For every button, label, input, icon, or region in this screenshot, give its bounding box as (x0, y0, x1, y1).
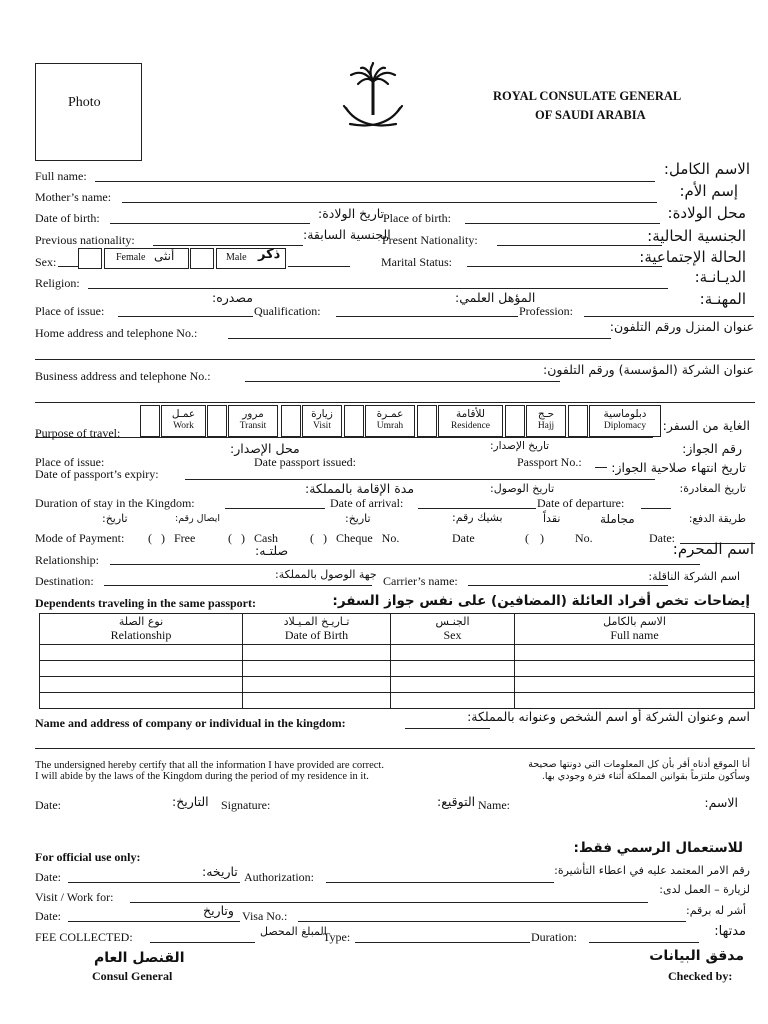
company-field[interactable] (405, 728, 490, 729)
place-of-issue-field[interactable] (118, 316, 253, 317)
purpose-hajj-option: حـج Hajj (526, 405, 566, 437)
saudi-emblem-icon (338, 62, 408, 140)
home-address-label: Home address and telephone No.: (35, 326, 198, 340)
consulate-title-line1: ROYAL CONSULATE GENERAL (493, 89, 682, 103)
dependents-header-row (40, 614, 755, 645)
fee-field[interactable] (150, 942, 255, 943)
table-cell[interactable] (391, 677, 515, 693)
dependents-table (39, 613, 755, 709)
passport-no-field[interactable] (595, 467, 607, 468)
passport-place-ar-label: محل الإصدار: (230, 441, 300, 456)
table-cell[interactable] (515, 661, 755, 677)
female-label: Female (116, 252, 146, 263)
col-sex: الجنـس Sex (391, 614, 515, 645)
sex-label: Sex: (35, 255, 57, 269)
certification-line1: The undersigned hereby certify that all the information I have provided are correct. (35, 760, 384, 771)
table-cell[interactable] (391, 645, 515, 661)
payment-cheque-option[interactable]: ( ) Cheque No. (310, 531, 400, 545)
payment-date-ar-label: تاريخ: (345, 512, 371, 525)
full-name-ar-label: الاسم الكامل: (663, 160, 750, 178)
passport-issued-label: Date passport issued: (254, 455, 356, 469)
marital-status-ar-label: الحالة الإجتماعية: (639, 248, 746, 266)
purpose-hajj-checkbox[interactable] (505, 405, 525, 437)
carrier-label: Carrier’s name: (383, 574, 458, 588)
business-address-line-2[interactable] (35, 402, 755, 403)
mothers-name-field[interactable] (122, 202, 657, 203)
present-nationality-label: Present Nationality: (382, 233, 478, 247)
departure-label: Date of departure: (537, 496, 625, 510)
purpose-transit-option: مرور Transit (228, 405, 278, 437)
cert-name-label: Name: (478, 798, 510, 812)
cert-date-ar-label: التاريخ: (172, 794, 209, 809)
purpose-diplomacy-option: دبلوماسية Diplomacy (589, 405, 661, 437)
marital-status-label: Marital Status: (381, 255, 452, 269)
table-cell[interactable] (40, 661, 243, 677)
table-cell[interactable] (40, 645, 243, 661)
destination-ar-label: جهة الوصول بالمملكة: (275, 568, 377, 581)
departure-field[interactable] (641, 508, 671, 509)
authorization-field[interactable] (326, 882, 554, 883)
col-relationship: نوع الصلة Relationship (40, 614, 243, 645)
religion-label: Religion: (35, 276, 80, 290)
place-of-issue-ar-label: مصدره: (212, 290, 253, 305)
dob-ar-label: تاريخ الولادة: (318, 206, 385, 221)
female-ar-label: أنثى (154, 249, 175, 263)
present-nationality-ar-label: الجنسية الحالية: (647, 227, 746, 245)
fee-label: FEE COLLECTED: (35, 930, 133, 944)
duration-field[interactable] (225, 508, 325, 509)
table-cell[interactable] (243, 677, 391, 693)
business-address-label: Business address and telephone No.: (35, 369, 211, 383)
relationship-ar-label: صلتـه: (255, 543, 289, 558)
pob-field[interactable] (465, 223, 660, 224)
male-ar-label: ذكر (258, 247, 281, 262)
sex-underline-2 (288, 266, 350, 267)
passport-expiry-ar-label: تاريخ انتهاء صلاحية الجواز: (611, 460, 746, 475)
duration-official-field[interactable] (589, 942, 699, 943)
religion-ar-label: الديـانـة: (694, 268, 746, 286)
profession-label: Profession: (519, 304, 573, 318)
profession-ar-label: المهنـة: (699, 290, 746, 308)
purpose-visit-option: زيارة Visit (302, 405, 342, 437)
table-row (40, 677, 755, 693)
cert-signature-ar-label: التوقيع: (437, 794, 476, 809)
male-label: Male (226, 252, 247, 263)
certification-line2: I will abide by the laws of the Kingdom during the period of my residence in it. (35, 771, 369, 782)
payment-date2-label: Date: (649, 531, 675, 545)
official-title: For official use only: (35, 850, 141, 864)
table-cell[interactable] (243, 661, 391, 677)
destination-field[interactable] (104, 585, 372, 586)
cert-date-label: Date: (35, 798, 61, 812)
purpose-transit-checkbox[interactable] (207, 405, 227, 437)
payment-no-label: No. (575, 531, 593, 545)
company-label: Name and address of company or individual in the kingdom: (35, 716, 346, 730)
authorization-label: Authorization: (244, 870, 314, 884)
relationship-label: Relationship: (35, 553, 99, 567)
table-cell[interactable] (391, 661, 515, 677)
official-date2-label: Date: (35, 909, 61, 923)
home-address-ar-label: عنوان المنزل ورقم التلفون: (609, 319, 754, 334)
official-date-field[interactable] (68, 882, 240, 883)
purpose-ar-label: الغاية من السفر: (662, 418, 750, 433)
official-date-label: Date: (35, 870, 61, 884)
purpose-residence-checkbox[interactable] (417, 405, 437, 437)
type-label: Type: (323, 930, 351, 944)
carrier-ar-label: اسم الشركة الناقلة: (648, 570, 740, 583)
official-date2-ar-label: وتاريخ (203, 903, 234, 918)
duration-ar-label: مدة الإقامة بالمملكة: (305, 481, 415, 496)
table-cell[interactable] (243, 645, 391, 661)
official-date2-field[interactable] (68, 921, 240, 922)
qualification-field[interactable] (336, 316, 518, 317)
payment-date1-ar-label: تاريخ: (102, 512, 128, 525)
qualification-ar-label: المؤهل العلمي: (455, 290, 536, 305)
male-checkbox[interactable] (190, 248, 214, 269)
payment-free-ar-label: مجاملة (600, 512, 635, 526)
fee-ar-label: المبلغ المحصل (260, 925, 327, 938)
passport-expiry-field[interactable] (185, 479, 655, 480)
table-row (40, 693, 755, 709)
arrival-ar-label: تاريخ الوصول: (490, 482, 555, 495)
table-cell[interactable] (515, 645, 755, 661)
pob-ar-label: محل الولادة: (667, 204, 746, 222)
purpose-label: Purpose of travel: (35, 426, 121, 440)
payment-date1-label: Date (452, 531, 475, 545)
payment-cash-option[interactable]: ( ) Cash (228, 531, 278, 545)
dob-label: Date of birth: (35, 211, 100, 225)
col-dob: تـاريـخ المـيـلاد Date of Birth (243, 614, 391, 645)
sex-underline (58, 266, 78, 267)
dependents-title-ar: إيضاحات تخص أفراد العائلة (المضافين) على نفس جواز السفر: (332, 593, 750, 609)
business-address-field[interactable] (245, 381, 560, 382)
duration-label: Duration of stay in the Kingdom: (35, 496, 195, 510)
mahram-ar-label: اسم المحرم: (672, 540, 754, 558)
profession-field[interactable] (584, 316, 754, 317)
col-full-name: الاسم بالكامل Full name (515, 614, 755, 645)
passport-place-label: Place of issue: (35, 455, 105, 469)
authorization-ar-label: رقم الامر المعتمد عليه في اعطاء التأشيرة: (554, 864, 750, 877)
table-cell[interactable] (40, 677, 243, 693)
table-cell[interactable] (243, 693, 391, 709)
purpose-residence-option: للأقامة Residence (438, 405, 503, 437)
destination-label: Destination: (35, 574, 94, 588)
consul-label: Consul General (92, 969, 173, 983)
purpose-work-checkbox[interactable] (140, 405, 160, 437)
checked-ar-label: مدقق البيانات (649, 948, 744, 964)
visit-work-label: Visit / Work for: (35, 890, 114, 904)
visa-no-label: Visa No.: (242, 909, 288, 923)
dob-field[interactable] (110, 223, 310, 224)
religion-field[interactable] (88, 288, 668, 289)
passport-no-ar-label: رقم الجواز: (682, 441, 742, 456)
home-address-field[interactable] (228, 338, 611, 339)
table-cell[interactable] (515, 693, 755, 709)
mothers-name-label: Mother’s name: (35, 190, 112, 204)
payment-ar-label: طريقة الدفع: (688, 513, 746, 525)
payment-cheque-ar-label: بشيك رقم: (452, 511, 503, 524)
arrival-label: Date of arrival: (330, 496, 404, 510)
table-row (40, 661, 755, 677)
passport-no-label: Passport No.: (517, 455, 582, 469)
checked-label: Checked by: (668, 969, 733, 983)
duration-official-ar-label: مدتها: (714, 924, 746, 939)
qualification-label: Qualification: (254, 304, 321, 318)
table-cell[interactable] (391, 693, 515, 709)
purpose-work-option: عمـل Work (161, 405, 206, 437)
prev-nationality-ar-label: الجنسية السابقة: (303, 227, 391, 242)
visa-no-field[interactable] (298, 921, 686, 922)
full-name-label: Full name: (35, 169, 87, 183)
photo-label: Photo (68, 95, 101, 110)
duration-official-label: Duration: (531, 930, 577, 944)
home-address-line-2[interactable] (35, 359, 755, 360)
photo-box (35, 63, 142, 161)
relationship-field[interactable] (110, 564, 700, 565)
cert-name-ar-label: الاسم: (704, 795, 738, 810)
arrival-field[interactable] (418, 508, 536, 509)
consulate-title-line2: OF SAUDI ARABIA (535, 108, 646, 122)
prev-nationality-field[interactable] (153, 245, 303, 246)
mothers-name-ar-label: إسم الأم: (679, 182, 738, 200)
payment-cash-ar-label: نقداً (543, 512, 561, 525)
female-checkbox[interactable] (78, 248, 102, 269)
marital-status-field[interactable] (467, 266, 662, 267)
prev-nationality-label: Previous nationality: (35, 233, 135, 247)
table-cell[interactable] (40, 693, 243, 709)
official-date-ar-label: تاريخه: (202, 864, 238, 879)
purpose-umrah-option: عمـرة Umrah (365, 405, 415, 437)
payment-free-option[interactable]: ( ) Free (148, 531, 196, 545)
certification-line2-ar: وسأكون ملتزماً بقوانين المملكة أثناء فترة وجودي بها. (541, 771, 750, 782)
purpose-visit-checkbox[interactable] (281, 405, 301, 437)
payment-no-ar-label: ايصال رقم: (175, 513, 220, 524)
certification-line1-ar: أنا الموقع أدناه أقر بأن كل المعلومات التي دونتها صحيحة (528, 759, 750, 770)
consul-ar-label: القنصل العام (94, 950, 185, 966)
table-cell[interactable] (515, 677, 755, 693)
visit-work-ar-label: لزيارة – العمل لدى: (659, 883, 750, 896)
table-row (40, 645, 755, 661)
dependents-title: Dependents traveling in the same passport: (35, 596, 256, 610)
passport-issued-ar-label: تاريخ الإصدار: (490, 440, 550, 452)
company-line-2[interactable] (35, 748, 755, 749)
visa-no-ar-label: أشر له برقم: (685, 904, 746, 917)
passport-expiry-label: Date of passport’s expiry: (35, 467, 159, 481)
payment-label: Mode of Payment: (35, 531, 125, 545)
carrier-field[interactable] (468, 585, 668, 586)
type-field[interactable] (355, 942, 530, 943)
business-address-ar-label: عنوان الشركة (المؤسسة) ورقم التلفون: (543, 362, 754, 377)
purpose-diplomacy-checkbox[interactable] (568, 405, 588, 437)
pob-label: Place of birth: (383, 211, 451, 225)
departure-ar-label: تاريخ المغادرة: (679, 482, 746, 495)
payment-receipt-option[interactable]: ( ) (525, 531, 544, 545)
present-nationality-field[interactable] (497, 245, 662, 246)
full-name-field[interactable] (95, 181, 655, 182)
purpose-underline (35, 437, 653, 438)
place-of-issue-label: Place of issue: (35, 304, 105, 318)
cert-signature-label: Signature: (221, 798, 271, 812)
company-ar-label: اسم وعنوان الشركة أو اسم الشخص وعنوانه بالمملكة: (467, 709, 750, 724)
official-title-ar: للاستعمال الرسمي فقط: (573, 840, 743, 856)
purpose-umrah-checkbox[interactable] (344, 405, 364, 437)
